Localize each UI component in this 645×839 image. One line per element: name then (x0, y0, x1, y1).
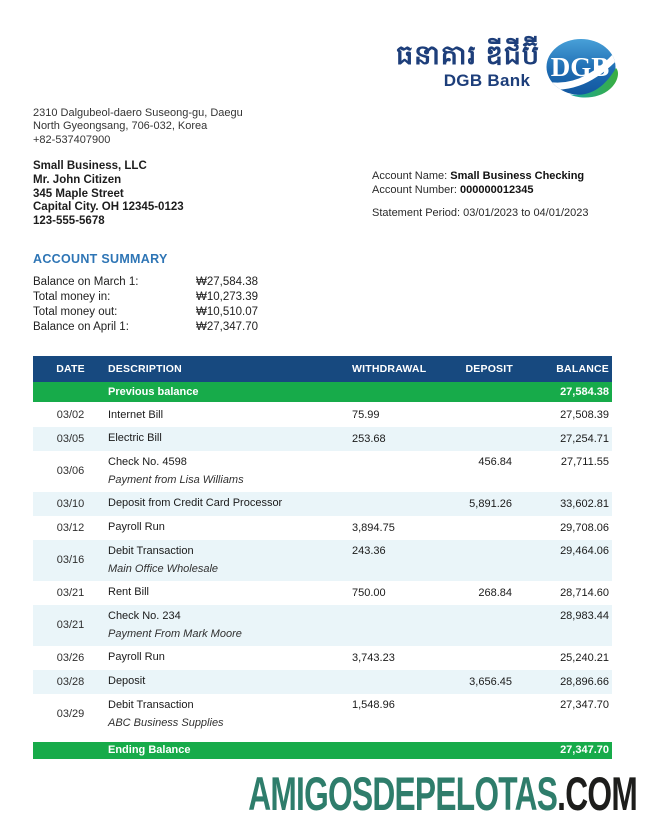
transaction-row (33, 694, 612, 739)
account-number-value: 000000012345 (460, 184, 534, 197)
summary-row (33, 320, 612, 335)
account-name-row (372, 169, 612, 183)
summary-row (33, 305, 612, 320)
bank-address-line: North Gyeongsang, 706-032, Korea (33, 120, 208, 133)
transaction-date: 03/29 (56, 708, 85, 721)
summary-row (33, 290, 612, 305)
transaction-withdrawal (345, 492, 435, 516)
transaction-deposit (435, 646, 518, 670)
transaction-row (33, 581, 612, 605)
transaction-row (33, 492, 612, 516)
column-header-withdrawal: WITHDRAWAL (345, 356, 435, 382)
transaction-description (108, 492, 345, 516)
transaction-balance: 28,983.44 (560, 609, 609, 622)
transaction-deposit: 456.84 (478, 455, 512, 468)
previous-balance-value: 27,584.38 (560, 385, 609, 398)
transaction-description (108, 670, 345, 694)
transaction-balance: 33,602.81 (560, 497, 609, 510)
ending-balance-value: 27,347.70 (560, 744, 609, 757)
column-header-balance: BALANCE (518, 356, 612, 382)
transaction-withdrawal: 243.36 (352, 544, 386, 557)
transaction-description (108, 605, 345, 646)
transaction-withdrawal (345, 605, 435, 646)
customer-address (33, 160, 184, 229)
account-name-value: Small Business Checking (450, 170, 585, 183)
bank-address-line: +82-537407900 (33, 133, 111, 146)
transaction-balance: 28,714.60 (560, 586, 609, 599)
watermark-tld: .COM (557, 768, 637, 821)
transaction-description-note: Payment From Mark Moore (108, 627, 242, 640)
transaction-description-main: Rent Bill (108, 586, 149, 599)
bank-address-line: 2310 Dalgubeol-daero Suseong-gu, Daegu (33, 107, 243, 119)
account-number-label: Account Number: (372, 184, 461, 197)
transaction-row (33, 451, 612, 492)
transaction-row (33, 540, 612, 581)
transaction-description-note: Main Office Wholesale (108, 562, 219, 575)
transaction-description (108, 540, 345, 581)
transaction-withdrawal: 75.99 (352, 409, 380, 422)
transaction-balance: 27,347.70 (560, 698, 609, 711)
ending-balance-row (33, 738, 612, 759)
transaction-deposit (435, 427, 518, 451)
transaction-row (33, 670, 612, 694)
transaction-date: 03/28 (56, 675, 85, 688)
transaction-deposit (435, 540, 518, 581)
column-header-description: DESCRIPTION (108, 356, 345, 382)
transaction-description-main: Deposit from Credit Card Processor (108, 497, 283, 510)
summary-value: ₩10,510.07 (196, 305, 259, 318)
transaction-withdrawal (345, 670, 435, 694)
column-header-deposit: DEPOSIT (435, 356, 518, 382)
customer-account-row (33, 160, 612, 229)
summary-label: Total money in: (33, 290, 111, 303)
account-summary-rows (33, 275, 612, 335)
transaction-description-note: ABC Business Supplies (108, 716, 224, 729)
ending-balance-label: Ending Balance (108, 744, 191, 757)
transaction-description (108, 694, 345, 739)
transaction-description (108, 427, 345, 451)
customer-line: Small Business, LLC (33, 160, 147, 173)
account-summary-title: ACCOUNT SUMMARY (33, 251, 168, 266)
transaction-description-main: Debit Transaction (108, 698, 194, 711)
summary-label: Balance on March 1: (33, 275, 139, 288)
transaction-description (108, 403, 345, 427)
transaction-balance: 27,711.55 (560, 455, 609, 468)
transaction-withdrawal (345, 451, 435, 492)
transaction-date: 03/02 (56, 409, 85, 422)
customer-line: Mr. John Citizen (33, 173, 122, 186)
account-name-label: Account Name: (372, 170, 451, 183)
dgb-logo-icon (546, 38, 620, 100)
bank-address (33, 107, 645, 147)
svg-text:DGB: DGB (550, 52, 610, 82)
transaction-date: 03/26 (56, 651, 85, 664)
transaction-withdrawal: 253.68 (352, 432, 386, 445)
transaction-deposit (435, 694, 518, 739)
summary-label: Total money out: (33, 305, 118, 318)
transaction-date: 03/16 (56, 554, 85, 567)
transactions-table (33, 356, 612, 760)
previous-balance-label: Previous balance (108, 385, 199, 398)
transaction-balance: 27,254.71 (560, 432, 609, 445)
transaction-balance: 25,240.21 (560, 651, 609, 664)
transaction-withdrawal: 3,743.23 (352, 651, 395, 664)
bank-name-block (396, 40, 540, 91)
transaction-description-note: Payment from Lisa Williams (108, 473, 244, 486)
transaction-row (33, 605, 612, 646)
transaction-description-main: Electric Bill (108, 432, 162, 445)
transaction-description-main: Payroll Run (108, 521, 165, 534)
transaction-row (33, 427, 612, 451)
transaction-date: 03/10 (56, 497, 85, 510)
account-summary (33, 252, 612, 335)
transaction-withdrawal: 750.00 (352, 586, 386, 599)
transaction-date: 03/12 (56, 521, 85, 534)
transaction-description (108, 581, 345, 605)
summary-row (33, 275, 612, 290)
transaction-deposit: 3,656.45 (469, 675, 512, 688)
transaction-row (33, 516, 612, 540)
bank-name-khmer: ធនាគារ ឌីជីប៊ី (395, 40, 540, 70)
transaction-deposit (435, 403, 518, 427)
previous-balance-row (33, 382, 612, 403)
transaction-deposit (435, 605, 518, 646)
transaction-description-main: Payroll Run (108, 651, 165, 664)
transaction-withdrawal: 1,548.96 (352, 698, 395, 711)
transactions-table-header (33, 356, 612, 382)
transaction-date: 03/21 (56, 619, 85, 632)
transaction-description-main: Check No. 234 (108, 609, 181, 622)
transaction-deposit (435, 516, 518, 540)
watermark-name: AMIGOSDEPELOTAS (248, 768, 558, 821)
site-watermark (248, 768, 637, 822)
transaction-date: 03/06 (56, 465, 85, 478)
statement-period: Statement Period: 03/01/2023 to 04/01/2023 (372, 207, 589, 220)
customer-line: 123-555-5678 (33, 215, 105, 228)
transaction-withdrawal: 3,894.75 (352, 521, 395, 534)
bank-logo (396, 40, 620, 100)
transaction-description (108, 451, 345, 492)
brand-header (0, 0, 645, 100)
customer-line: 345 Maple Street (33, 187, 124, 200)
account-info (372, 169, 612, 229)
transaction-deposit: 268.84 (478, 586, 512, 599)
transaction-row (33, 646, 612, 670)
summary-value: ₩10,273.39 (196, 290, 259, 303)
summary-value: ₩27,347.70 (196, 320, 259, 333)
transaction-description-main: Deposit (108, 675, 146, 688)
transaction-date: 03/05 (56, 432, 85, 445)
transaction-balance: 29,708.06 (560, 521, 609, 534)
account-number-row (372, 183, 612, 197)
transaction-row (33, 403, 612, 427)
customer-line: Capital City. OH 12345-0123 (33, 201, 184, 214)
transaction-description (108, 516, 345, 540)
transaction-description-main: Debit Transaction (108, 544, 194, 557)
transaction-description-main: Check No. 4598 (108, 455, 187, 468)
transaction-balance: 28,896.66 (560, 675, 609, 688)
transaction-deposit: 5,891.26 (469, 497, 512, 510)
transaction-balance: 27,508.39 (560, 409, 609, 422)
transaction-date: 03/21 (56, 586, 85, 599)
bank-name-english: DGB Bank (443, 71, 531, 91)
summary-value: ₩27,584.38 (196, 275, 259, 288)
summary-label: Balance on April 1: (33, 320, 129, 333)
transaction-description-main: Internet Bill (108, 408, 164, 421)
transaction-balance: 29,464.06 (560, 544, 609, 557)
transaction-description (108, 646, 345, 670)
column-header-date: DATE (33, 356, 108, 382)
